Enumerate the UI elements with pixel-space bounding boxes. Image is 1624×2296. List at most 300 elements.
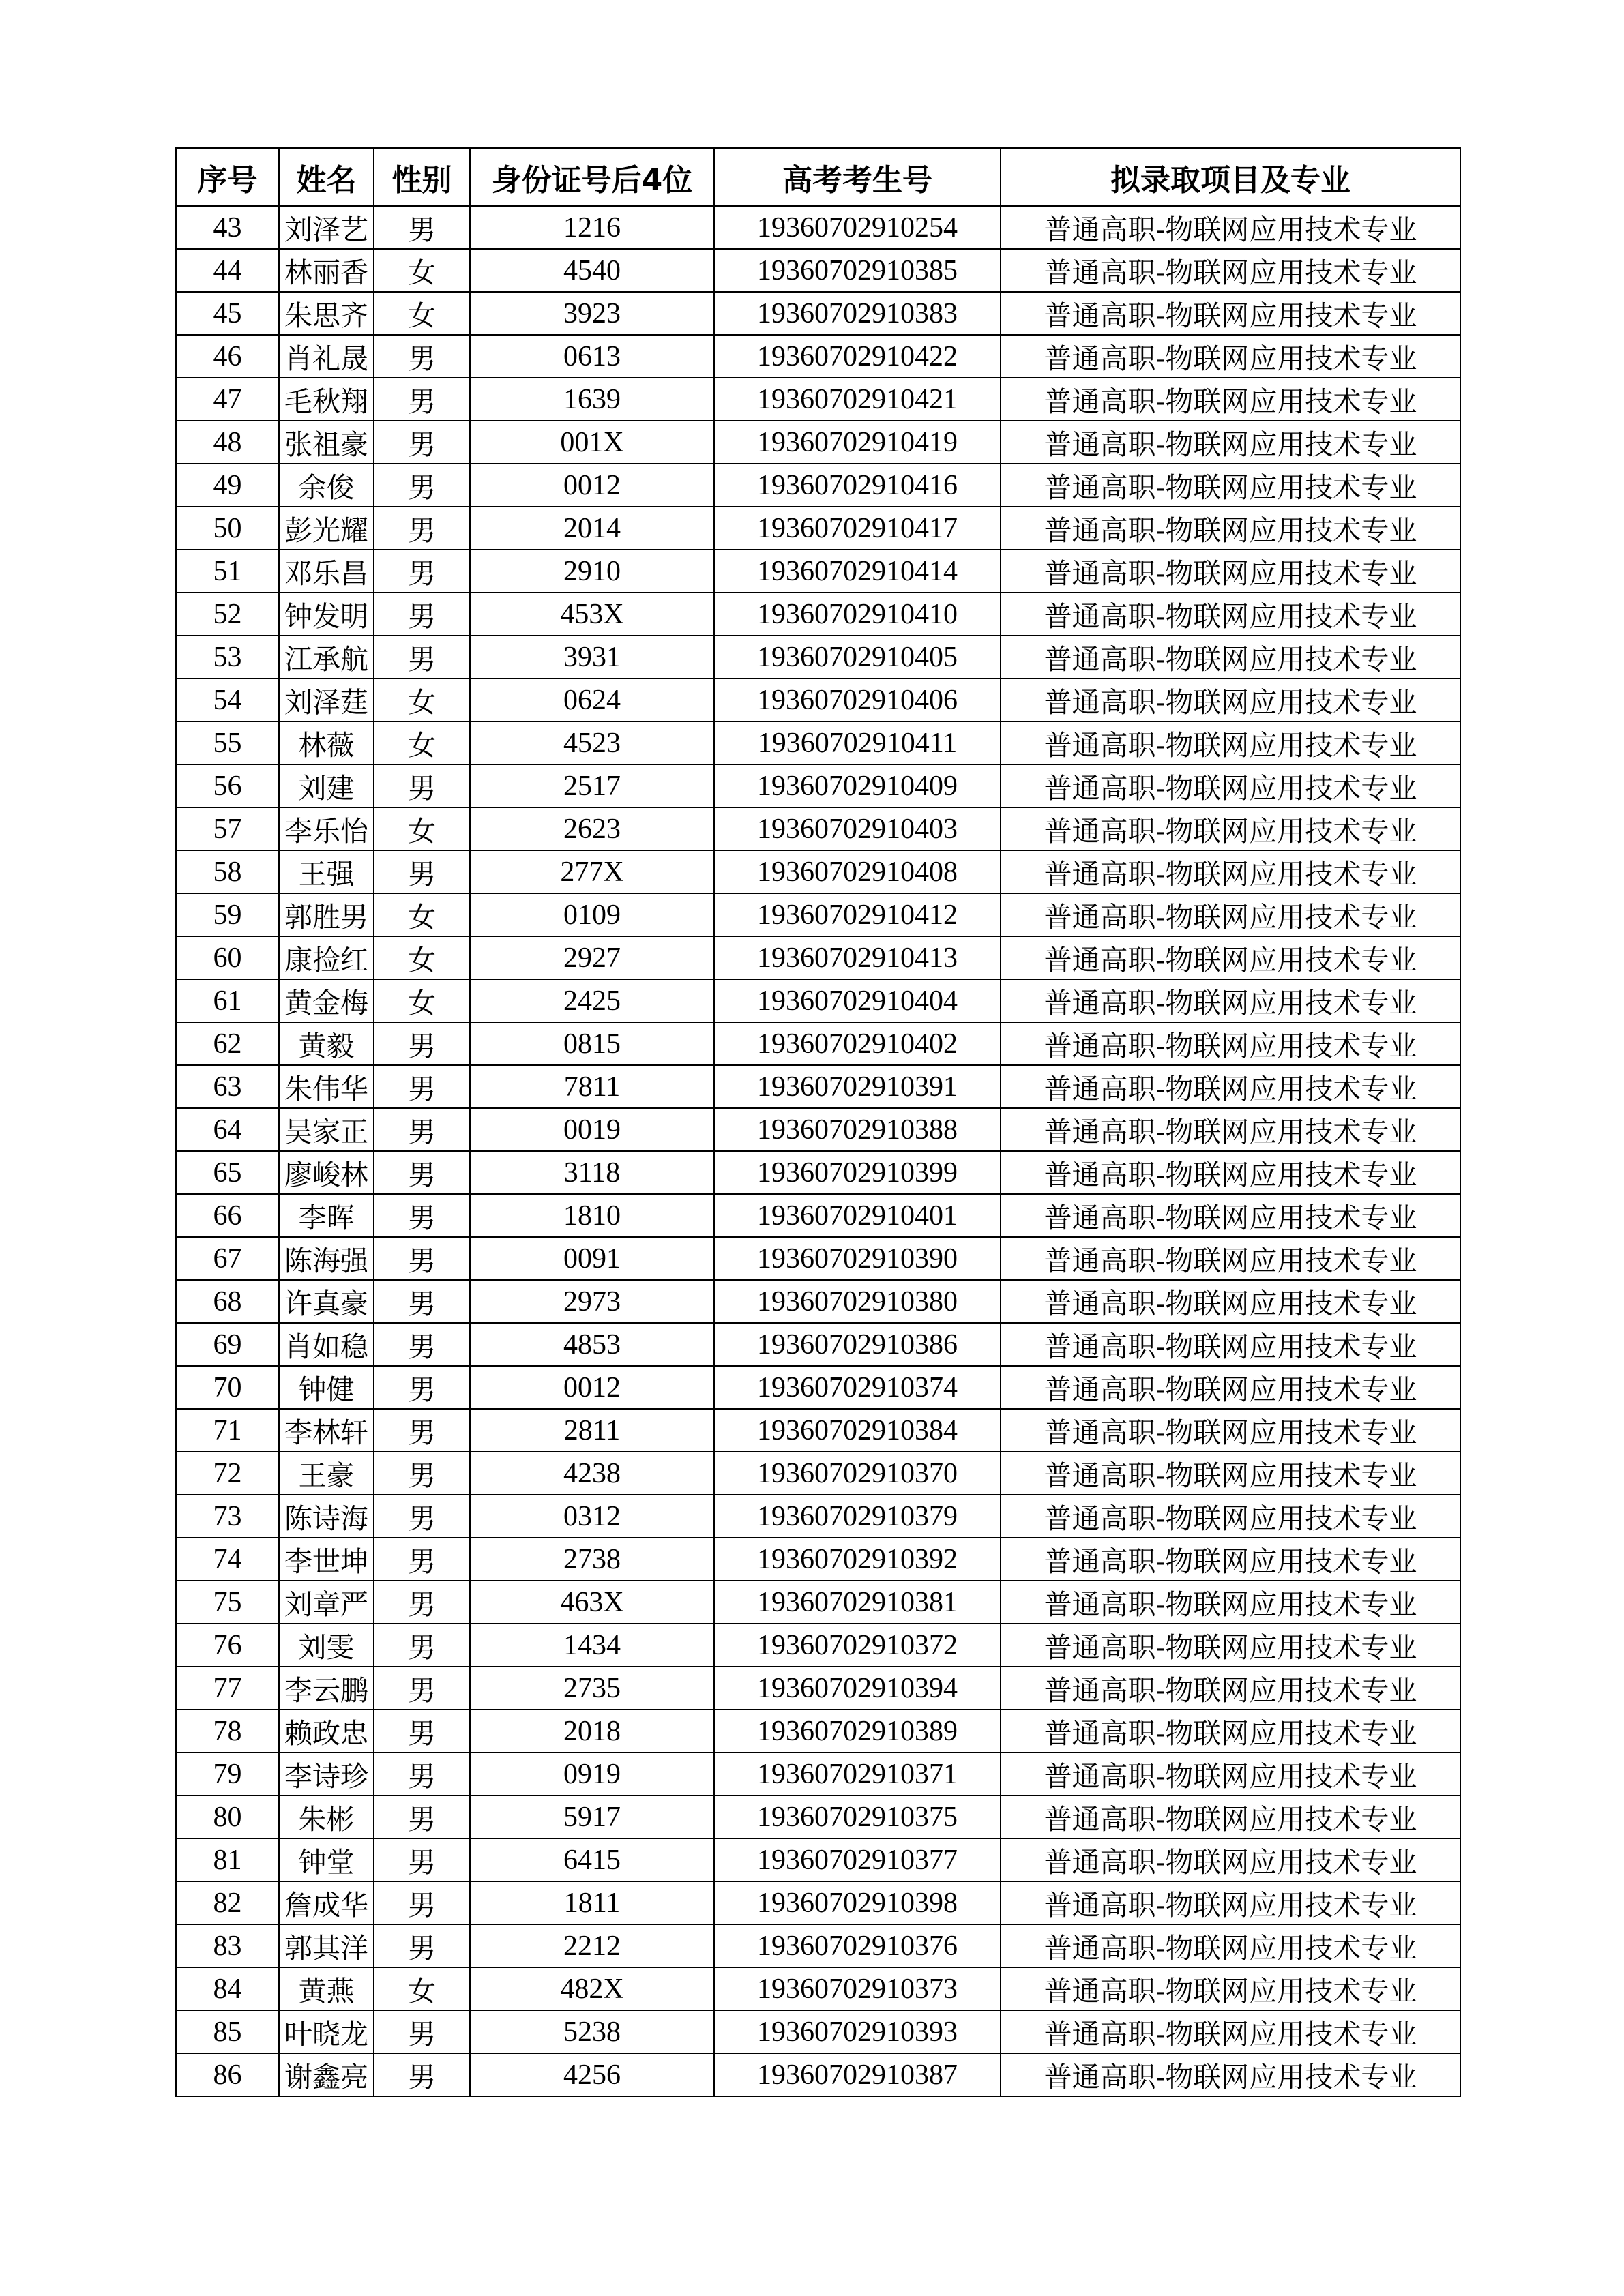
program-major-cell: 普通高职-物联网应用技术专业 bbox=[1001, 1151, 1460, 1194]
program-major-cell: 普通高职-物联网应用技术专业 bbox=[1001, 1237, 1460, 1280]
name-cell: 康捡红 bbox=[279, 936, 374, 979]
name-cell: 刘章严 bbox=[279, 1581, 374, 1624]
id-last4-cell: 3931 bbox=[470, 636, 714, 679]
exam-number-cell: 19360702910409 bbox=[714, 764, 1001, 807]
exam-number-cell: 19360702910411 bbox=[714, 721, 1001, 764]
program-major-cell: 普通高职-物联网应用技术专业 bbox=[1001, 1409, 1460, 1452]
program-major-cell: 普通高职-物联网应用技术专业 bbox=[1001, 1452, 1460, 1495]
id-last4-cell: 0012 bbox=[470, 464, 714, 507]
header-name: 姓名 bbox=[279, 148, 374, 206]
name-cell: 李世坤 bbox=[279, 1538, 374, 1581]
id-last4-cell: 5238 bbox=[470, 2010, 714, 2053]
name-cell: 陈诗海 bbox=[279, 1495, 374, 1538]
program-major-cell: 普通高职-物联网应用技术专业 bbox=[1001, 721, 1460, 764]
serial-number-cell: 86 bbox=[176, 2053, 279, 2096]
table-row bbox=[176, 936, 1460, 979]
table-row bbox=[176, 893, 1460, 936]
name-cell: 詹成华 bbox=[279, 1881, 374, 1924]
exam-number-cell: 19360702910389 bbox=[714, 1710, 1001, 1753]
exam-number-cell: 19360702910377 bbox=[714, 1838, 1001, 1881]
serial-number-cell: 54 bbox=[176, 679, 279, 721]
serial-number-cell: 47 bbox=[176, 378, 279, 421]
exam-number-cell: 19360702910405 bbox=[714, 636, 1001, 679]
table-row bbox=[176, 1409, 1460, 1452]
serial-number-cell: 64 bbox=[176, 1108, 279, 1151]
id-last4-cell: 2738 bbox=[470, 1538, 714, 1581]
id-last4-cell: 4256 bbox=[470, 2053, 714, 2096]
table-row bbox=[176, 1065, 1460, 1108]
id-last4-cell: 2927 bbox=[470, 936, 714, 979]
serial-number-cell: 77 bbox=[176, 1667, 279, 1710]
name-cell: 张祖豪 bbox=[279, 421, 374, 464]
gender-cell: 男 bbox=[374, 1881, 470, 1924]
program-major-cell: 普通高职-物联网应用技术专业 bbox=[1001, 2053, 1460, 2096]
name-cell: 郭其洋 bbox=[279, 1924, 374, 1967]
serial-number-cell: 58 bbox=[176, 850, 279, 893]
gender-cell: 女 bbox=[374, 979, 470, 1022]
program-major-cell: 普通高职-物联网应用技术专业 bbox=[1001, 464, 1460, 507]
gender-cell: 男 bbox=[374, 1838, 470, 1881]
gender-cell: 男 bbox=[374, 1452, 470, 1495]
id-last4-cell: 277X bbox=[470, 850, 714, 893]
serial-number-cell: 84 bbox=[176, 1967, 279, 2010]
exam-number-cell: 19360702910388 bbox=[714, 1108, 1001, 1151]
id-last4-cell: 1639 bbox=[470, 378, 714, 421]
gender-cell: 女 bbox=[374, 893, 470, 936]
exam-number-cell: 19360702910408 bbox=[714, 850, 1001, 893]
name-cell: 叶晓龙 bbox=[279, 2010, 374, 2053]
gender-cell: 男 bbox=[374, 1753, 470, 1795]
gender-cell: 男 bbox=[374, 1667, 470, 1710]
exam-number-cell: 19360702910406 bbox=[714, 679, 1001, 721]
header-serial-number: 序号 bbox=[176, 148, 279, 206]
name-cell: 刘建 bbox=[279, 764, 374, 807]
id-last4-cell: 1434 bbox=[470, 1624, 714, 1667]
program-major-cell: 普通高职-物联网应用技术专业 bbox=[1001, 335, 1460, 378]
table-row bbox=[176, 206, 1460, 249]
id-last4-cell: 453X bbox=[470, 593, 714, 636]
exam-number-cell: 19360702910383 bbox=[714, 292, 1001, 335]
table-body bbox=[176, 206, 1460, 2096]
program-major-cell: 普通高职-物联网应用技术专业 bbox=[1001, 764, 1460, 807]
table-row bbox=[176, 1624, 1460, 1667]
serial-number-cell: 82 bbox=[176, 1881, 279, 1924]
serial-number-cell: 45 bbox=[176, 292, 279, 335]
name-cell: 黄燕 bbox=[279, 1967, 374, 2010]
program-major-cell: 普通高职-物联网应用技术专业 bbox=[1001, 1366, 1460, 1409]
table-row bbox=[176, 1924, 1460, 1967]
table-row bbox=[176, 464, 1460, 507]
serial-number-cell: 70 bbox=[176, 1366, 279, 1409]
table-row bbox=[176, 721, 1460, 764]
exam-number-cell: 19360702910419 bbox=[714, 421, 1001, 464]
serial-number-cell: 59 bbox=[176, 893, 279, 936]
serial-number-cell: 78 bbox=[176, 1710, 279, 1753]
serial-number-cell: 52 bbox=[176, 593, 279, 636]
id-last4-cell: 0815 bbox=[470, 1022, 714, 1065]
program-major-cell: 普通高职-物联网应用技术专业 bbox=[1001, 206, 1460, 249]
table-row bbox=[176, 979, 1460, 1022]
program-major-cell: 普通高职-物联网应用技术专业 bbox=[1001, 807, 1460, 850]
name-cell: 郭胜男 bbox=[279, 893, 374, 936]
admission-list-table bbox=[175, 147, 1461, 2097]
id-last4-cell: 4540 bbox=[470, 249, 714, 292]
table-row bbox=[176, 2053, 1460, 2096]
serial-number-cell: 76 bbox=[176, 1624, 279, 1667]
exam-number-cell: 19360702910412 bbox=[714, 893, 1001, 936]
name-cell: 王强 bbox=[279, 850, 374, 893]
program-major-cell: 普通高职-物联网应用技术专业 bbox=[1001, 292, 1460, 335]
gender-cell: 女 bbox=[374, 1967, 470, 2010]
program-major-cell: 普通高职-物联网应用技术专业 bbox=[1001, 421, 1460, 464]
id-last4-cell: 2623 bbox=[470, 807, 714, 850]
exam-number-cell: 19360702910422 bbox=[714, 335, 1001, 378]
name-cell: 毛秋翔 bbox=[279, 378, 374, 421]
name-cell: 陈海强 bbox=[279, 1237, 374, 1280]
program-major-cell: 普通高职-物联网应用技术专业 bbox=[1001, 1881, 1460, 1924]
header-gender: 性别 bbox=[374, 148, 470, 206]
exam-number-cell: 19360702910392 bbox=[714, 1538, 1001, 1581]
exam-number-cell: 19360702910381 bbox=[714, 1581, 1001, 1624]
serial-number-cell: 71 bbox=[176, 1409, 279, 1452]
program-major-cell: 普通高职-物联网应用技术专业 bbox=[1001, 1323, 1460, 1366]
program-major-cell: 普通高职-物联网应用技术专业 bbox=[1001, 378, 1460, 421]
serial-number-cell: 61 bbox=[176, 979, 279, 1022]
exam-number-cell: 19360702910416 bbox=[714, 464, 1001, 507]
exam-number-cell: 19360702910376 bbox=[714, 1924, 1001, 1967]
gender-cell: 男 bbox=[374, 1065, 470, 1108]
serial-number-cell: 74 bbox=[176, 1538, 279, 1581]
gender-cell: 男 bbox=[374, 1280, 470, 1323]
table-header-row bbox=[176, 148, 1460, 206]
exam-number-cell: 19360702910370 bbox=[714, 1452, 1001, 1495]
name-cell: 余俊 bbox=[279, 464, 374, 507]
name-cell: 钟堂 bbox=[279, 1838, 374, 1881]
program-major-cell: 普通高职-物联网应用技术专业 bbox=[1001, 1581, 1460, 1624]
program-major-cell: 普通高职-物联网应用技术专业 bbox=[1001, 593, 1460, 636]
serial-number-cell: 65 bbox=[176, 1151, 279, 1194]
program-major-cell: 普通高职-物联网应用技术专业 bbox=[1001, 249, 1460, 292]
table-row bbox=[176, 1538, 1460, 1581]
exam-number-cell: 19360702910404 bbox=[714, 979, 1001, 1022]
id-last4-cell: 482X bbox=[470, 1967, 714, 2010]
table-row bbox=[176, 550, 1460, 593]
exam-number-cell: 19360702910384 bbox=[714, 1409, 1001, 1452]
id-last4-cell: 0613 bbox=[470, 335, 714, 378]
gender-cell: 女 bbox=[374, 249, 470, 292]
id-last4-cell: 0919 bbox=[470, 1753, 714, 1795]
id-last4-cell: 7811 bbox=[470, 1065, 714, 1108]
exam-number-cell: 19360702910417 bbox=[714, 507, 1001, 550]
id-last4-cell: 2910 bbox=[470, 550, 714, 593]
exam-number-cell: 19360702910390 bbox=[714, 1237, 1001, 1280]
program-major-cell: 普通高职-物联网应用技术专业 bbox=[1001, 1967, 1460, 2010]
table-row bbox=[176, 850, 1460, 893]
id-last4-cell: 001X bbox=[470, 421, 714, 464]
name-cell: 王豪 bbox=[279, 1452, 374, 1495]
serial-number-cell: 73 bbox=[176, 1495, 279, 1538]
serial-number-cell: 62 bbox=[176, 1022, 279, 1065]
gender-cell: 男 bbox=[374, 464, 470, 507]
table-row bbox=[176, 1108, 1460, 1151]
gender-cell: 男 bbox=[374, 550, 470, 593]
id-last4-cell: 2018 bbox=[470, 1710, 714, 1753]
gender-cell: 男 bbox=[374, 1409, 470, 1452]
exam-number-cell: 19360702910371 bbox=[714, 1753, 1001, 1795]
exam-number-cell: 19360702910402 bbox=[714, 1022, 1001, 1065]
name-cell: 邓乐昌 bbox=[279, 550, 374, 593]
serial-number-cell: 69 bbox=[176, 1323, 279, 1366]
table-row bbox=[176, 378, 1460, 421]
table-row bbox=[176, 1881, 1460, 1924]
id-last4-cell: 4238 bbox=[470, 1452, 714, 1495]
gender-cell: 女 bbox=[374, 936, 470, 979]
id-last4-cell: 0012 bbox=[470, 1366, 714, 1409]
table-row bbox=[176, 1581, 1460, 1624]
serial-number-cell: 46 bbox=[176, 335, 279, 378]
program-major-cell: 普通高职-物联网应用技术专业 bbox=[1001, 1795, 1460, 1838]
serial-number-cell: 63 bbox=[176, 1065, 279, 1108]
id-last4-cell: 2425 bbox=[470, 979, 714, 1022]
name-cell: 林薇 bbox=[279, 721, 374, 764]
exam-number-cell: 19360702910414 bbox=[714, 550, 1001, 593]
exam-number-cell: 19360702910399 bbox=[714, 1151, 1001, 1194]
exam-number-cell: 19360702910379 bbox=[714, 1495, 1001, 1538]
name-cell: 李诗珍 bbox=[279, 1753, 374, 1795]
serial-number-cell: 81 bbox=[176, 1838, 279, 1881]
id-last4-cell: 4523 bbox=[470, 721, 714, 764]
program-major-cell: 普通高职-物联网应用技术专业 bbox=[1001, 893, 1460, 936]
gender-cell: 女 bbox=[374, 807, 470, 850]
gender-cell: 男 bbox=[374, 764, 470, 807]
gender-cell: 男 bbox=[374, 636, 470, 679]
serial-number-cell: 66 bbox=[176, 1194, 279, 1237]
serial-number-cell: 44 bbox=[176, 249, 279, 292]
table-row bbox=[176, 1838, 1460, 1881]
name-cell: 李林轩 bbox=[279, 1409, 374, 1452]
name-cell: 肖礼晟 bbox=[279, 335, 374, 378]
header-program-major: 拟录取项目及专业 bbox=[1001, 148, 1460, 206]
program-major-cell: 普通高职-物联网应用技术专业 bbox=[1001, 636, 1460, 679]
table-row bbox=[176, 679, 1460, 721]
program-major-cell: 普通高职-物联网应用技术专业 bbox=[1001, 1022, 1460, 1065]
exam-number-cell: 19360702910401 bbox=[714, 1194, 1001, 1237]
program-major-cell: 普通高职-物联网应用技术专业 bbox=[1001, 979, 1460, 1022]
name-cell: 刘泽艺 bbox=[279, 206, 374, 249]
exam-number-cell: 19360702910387 bbox=[714, 2053, 1001, 2096]
program-major-cell: 普通高职-物联网应用技术专业 bbox=[1001, 507, 1460, 550]
name-cell: 黄金梅 bbox=[279, 979, 374, 1022]
program-major-cell: 普通高职-物联网应用技术专业 bbox=[1001, 1838, 1460, 1881]
gender-cell: 男 bbox=[374, 2053, 470, 2096]
table-row bbox=[176, 1194, 1460, 1237]
serial-number-cell: 68 bbox=[176, 1280, 279, 1323]
table-row bbox=[176, 1280, 1460, 1323]
table-row bbox=[176, 1323, 1460, 1366]
id-last4-cell: 463X bbox=[470, 1581, 714, 1624]
exam-number-cell: 19360702910380 bbox=[714, 1280, 1001, 1323]
serial-number-cell: 48 bbox=[176, 421, 279, 464]
gender-cell: 女 bbox=[374, 721, 470, 764]
id-last4-cell: 2811 bbox=[470, 1409, 714, 1452]
exam-number-cell: 19360702910413 bbox=[714, 936, 1001, 979]
serial-number-cell: 53 bbox=[176, 636, 279, 679]
program-major-cell: 普通高职-物联网应用技术专业 bbox=[1001, 1538, 1460, 1581]
id-last4-cell: 0624 bbox=[470, 679, 714, 721]
table-row bbox=[176, 1795, 1460, 1838]
serial-number-cell: 75 bbox=[176, 1581, 279, 1624]
gender-cell: 男 bbox=[374, 1495, 470, 1538]
table-row bbox=[176, 1495, 1460, 1538]
id-last4-cell: 1811 bbox=[470, 1881, 714, 1924]
name-cell: 朱伟华 bbox=[279, 1065, 374, 1108]
exam-number-cell: 19360702910374 bbox=[714, 1366, 1001, 1409]
exam-number-cell: 19360702910398 bbox=[714, 1881, 1001, 1924]
program-major-cell: 普通高职-物联网应用技术专业 bbox=[1001, 1624, 1460, 1667]
program-major-cell: 普通高职-物联网应用技术专业 bbox=[1001, 1924, 1460, 1967]
table-row bbox=[176, 1753, 1460, 1795]
table-row bbox=[176, 593, 1460, 636]
program-major-cell: 普通高职-物联网应用技术专业 bbox=[1001, 1194, 1460, 1237]
gender-cell: 男 bbox=[374, 593, 470, 636]
id-last4-cell: 2014 bbox=[470, 507, 714, 550]
name-cell: 刘泽莛 bbox=[279, 679, 374, 721]
table-row bbox=[176, 1237, 1460, 1280]
name-cell: 彭光耀 bbox=[279, 507, 374, 550]
id-last4-cell: 1216 bbox=[470, 206, 714, 249]
program-major-cell: 普通高职-物联网应用技术专业 bbox=[1001, 550, 1460, 593]
table-row bbox=[176, 1667, 1460, 1710]
serial-number-cell: 80 bbox=[176, 1795, 279, 1838]
table-row bbox=[176, 1151, 1460, 1194]
name-cell: 林丽香 bbox=[279, 249, 374, 292]
id-last4-cell: 3923 bbox=[470, 292, 714, 335]
id-last4-cell: 2973 bbox=[470, 1280, 714, 1323]
serial-number-cell: 51 bbox=[176, 550, 279, 593]
table-row bbox=[176, 249, 1460, 292]
name-cell: 李乐怡 bbox=[279, 807, 374, 850]
table-row bbox=[176, 1452, 1460, 1495]
gender-cell: 女 bbox=[374, 292, 470, 335]
table-row bbox=[176, 1710, 1460, 1753]
serial-number-cell: 55 bbox=[176, 721, 279, 764]
serial-number-cell: 67 bbox=[176, 1237, 279, 1280]
gender-cell: 女 bbox=[374, 679, 470, 721]
table-row bbox=[176, 507, 1460, 550]
gender-cell: 男 bbox=[374, 206, 470, 249]
gender-cell: 男 bbox=[374, 1194, 470, 1237]
serial-number-cell: 56 bbox=[176, 764, 279, 807]
gender-cell: 男 bbox=[374, 1710, 470, 1753]
header-exam-number: 高考考生号 bbox=[714, 148, 1001, 206]
program-major-cell: 普通高职-物联网应用技术专业 bbox=[1001, 1108, 1460, 1151]
serial-number-cell: 49 bbox=[176, 464, 279, 507]
name-cell: 许真豪 bbox=[279, 1280, 374, 1323]
exam-number-cell: 19360702910386 bbox=[714, 1323, 1001, 1366]
gender-cell: 男 bbox=[374, 507, 470, 550]
program-major-cell: 普通高职-物联网应用技术专业 bbox=[1001, 1667, 1460, 1710]
name-cell: 吴家正 bbox=[279, 1108, 374, 1151]
name-cell: 黄毅 bbox=[279, 1022, 374, 1065]
name-cell: 赖政忠 bbox=[279, 1710, 374, 1753]
exam-number-cell: 19360702910375 bbox=[714, 1795, 1001, 1838]
id-last4-cell: 0109 bbox=[470, 893, 714, 936]
program-major-cell: 普通高职-物联网应用技术专业 bbox=[1001, 1753, 1460, 1795]
program-major-cell: 普通高职-物联网应用技术专业 bbox=[1001, 1710, 1460, 1753]
gender-cell: 男 bbox=[374, 335, 470, 378]
id-last4-cell: 0019 bbox=[470, 1108, 714, 1151]
exam-number-cell: 19360702910372 bbox=[714, 1624, 1001, 1667]
id-last4-cell: 3118 bbox=[470, 1151, 714, 1194]
program-major-cell: 普通高职-物联网应用技术专业 bbox=[1001, 1280, 1460, 1323]
table-row bbox=[176, 807, 1460, 850]
gender-cell: 男 bbox=[374, 1366, 470, 1409]
exam-number-cell: 19360702910421 bbox=[714, 378, 1001, 421]
gender-cell: 男 bbox=[374, 1538, 470, 1581]
serial-number-cell: 43 bbox=[176, 206, 279, 249]
header-id-last4: 身份证号后4位 bbox=[470, 148, 714, 206]
name-cell: 刘雯 bbox=[279, 1624, 374, 1667]
name-cell: 李晖 bbox=[279, 1194, 374, 1237]
gender-cell: 男 bbox=[374, 1924, 470, 1967]
name-cell: 肖如稳 bbox=[279, 1323, 374, 1366]
table-row bbox=[176, 764, 1460, 807]
id-last4-cell: 5917 bbox=[470, 1795, 714, 1838]
name-cell: 朱思齐 bbox=[279, 292, 374, 335]
exam-number-cell: 19360702910393 bbox=[714, 2010, 1001, 2053]
id-last4-cell: 2735 bbox=[470, 1667, 714, 1710]
exam-number-cell: 19360702910373 bbox=[714, 1967, 1001, 2010]
id-last4-cell: 4853 bbox=[470, 1323, 714, 1366]
gender-cell: 男 bbox=[374, 421, 470, 464]
gender-cell: 男 bbox=[374, 1581, 470, 1624]
exam-number-cell: 19360702910394 bbox=[714, 1667, 1001, 1710]
gender-cell: 男 bbox=[374, 1108, 470, 1151]
gender-cell: 男 bbox=[374, 378, 470, 421]
id-last4-cell: 0312 bbox=[470, 1495, 714, 1538]
exam-number-cell: 19360702910391 bbox=[714, 1065, 1001, 1108]
name-cell: 谢鑫亮 bbox=[279, 2053, 374, 2096]
id-last4-cell: 6415 bbox=[470, 1838, 714, 1881]
program-major-cell: 普通高职-物联网应用技术专业 bbox=[1001, 1495, 1460, 1538]
id-last4-cell: 1810 bbox=[470, 1194, 714, 1237]
table-row bbox=[176, 636, 1460, 679]
exam-number-cell: 19360702910410 bbox=[714, 593, 1001, 636]
exam-number-cell: 19360702910254 bbox=[714, 206, 1001, 249]
gender-cell: 男 bbox=[374, 2010, 470, 2053]
exam-number-cell: 19360702910385 bbox=[714, 249, 1001, 292]
gender-cell: 男 bbox=[374, 1795, 470, 1838]
serial-number-cell: 83 bbox=[176, 1924, 279, 1967]
exam-number-cell: 19360702910403 bbox=[714, 807, 1001, 850]
serial-number-cell: 50 bbox=[176, 507, 279, 550]
serial-number-cell: 72 bbox=[176, 1452, 279, 1495]
name-cell: 李云鹏 bbox=[279, 1667, 374, 1710]
program-major-cell: 普通高职-物联网应用技术专业 bbox=[1001, 679, 1460, 721]
table-row bbox=[176, 2010, 1460, 2053]
table-row bbox=[176, 1366, 1460, 1409]
serial-number-cell: 60 bbox=[176, 936, 279, 979]
id-last4-cell: 0091 bbox=[470, 1237, 714, 1280]
name-cell: 廖峻林 bbox=[279, 1151, 374, 1194]
gender-cell: 男 bbox=[374, 850, 470, 893]
program-major-cell: 普通高职-物联网应用技术专业 bbox=[1001, 2010, 1460, 2053]
table-row bbox=[176, 1967, 1460, 2010]
id-last4-cell: 2517 bbox=[470, 764, 714, 807]
gender-cell: 男 bbox=[374, 1624, 470, 1667]
table-row bbox=[176, 421, 1460, 464]
table-row bbox=[176, 292, 1460, 335]
